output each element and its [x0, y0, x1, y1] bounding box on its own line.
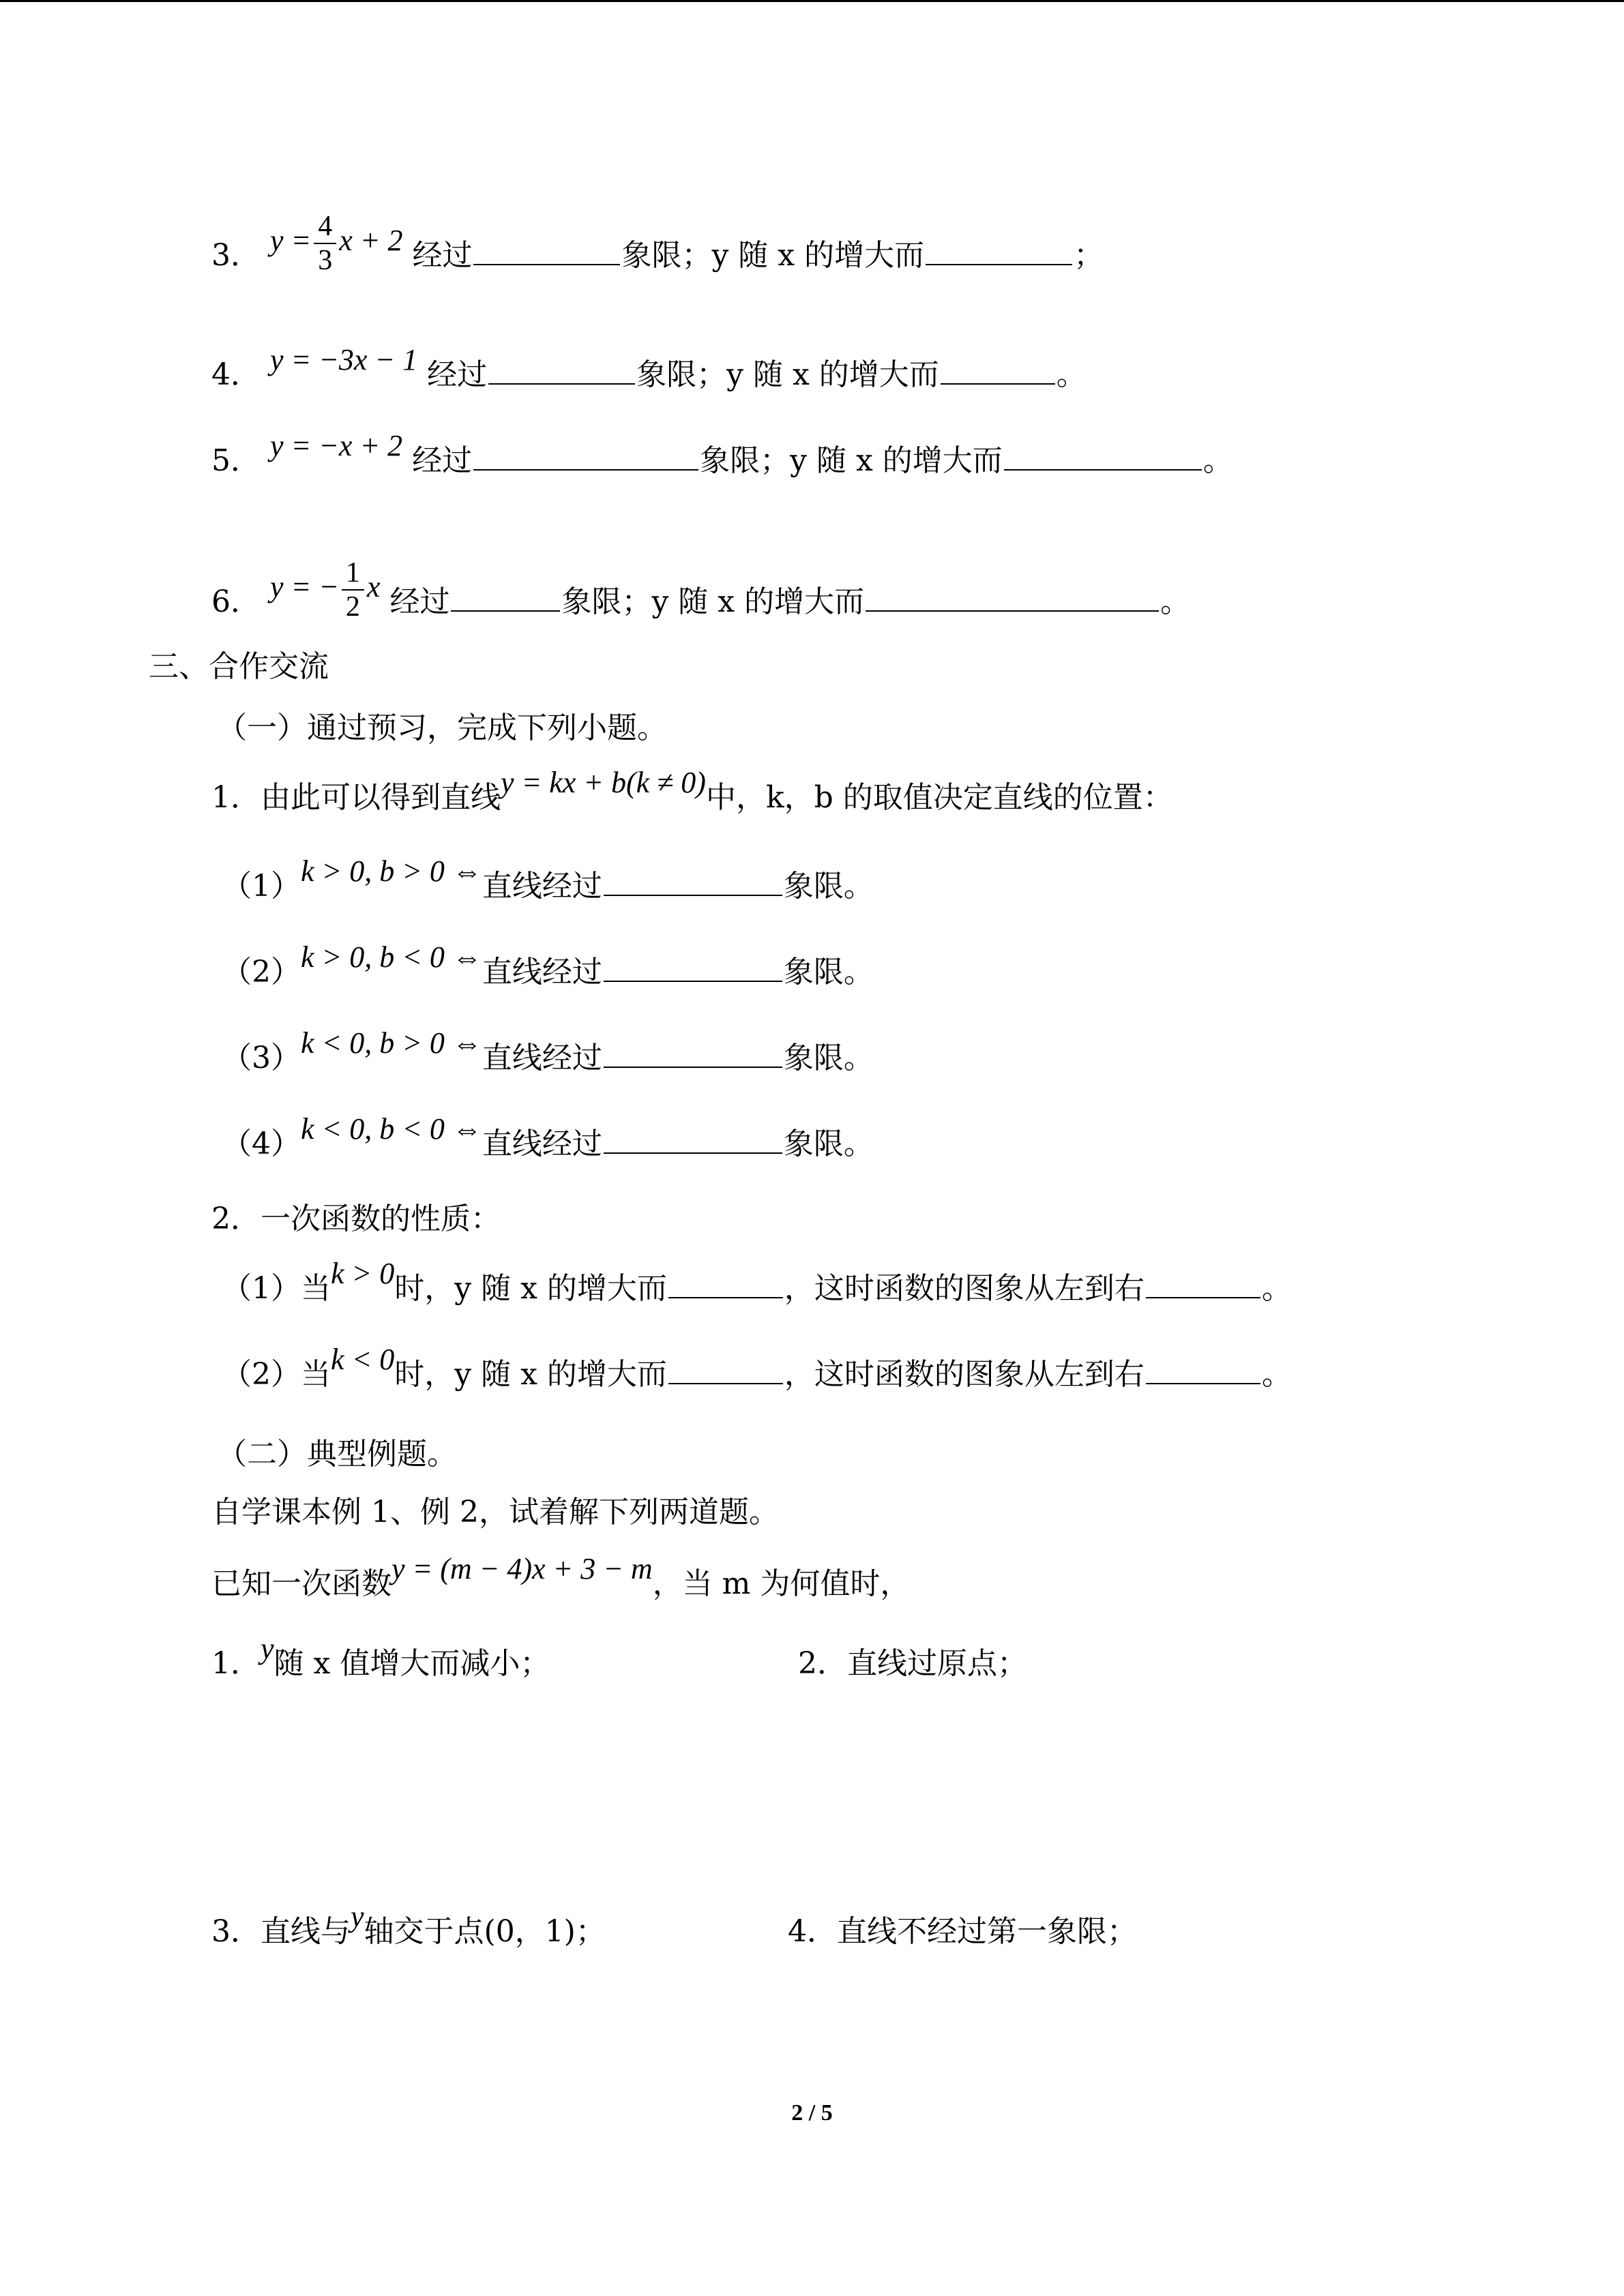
prop-1-lead: （1）当	[222, 1271, 331, 1306]
item-1	[211, 766, 1173, 817]
question-4	[211, 343, 1087, 394]
case-4	[222, 1112, 874, 1163]
q4-end: 。	[1056, 357, 1087, 392]
q5-blank-quadrant[interactable]	[473, 442, 698, 471]
q3-fraction	[314, 210, 336, 277]
q5-equation: y = −x + 2	[270, 429, 403, 462]
q6-equation	[270, 557, 381, 623]
case-2-condition: k > 0, b < 0 ⇔	[301, 940, 482, 974]
item1-tail: 中，k，b 的取值决定直线的位置：	[705, 780, 1173, 815]
q6-eq-lhs: y = −	[270, 570, 339, 604]
case-2-number: （2）	[222, 955, 301, 989]
case-3	[222, 1026, 874, 1077]
case-2-text1: 直线经过	[482, 955, 602, 989]
case-1-text1: 直线经过	[482, 869, 602, 904]
case-3-text1: 直线经过	[482, 1041, 602, 1075]
q6-frac-num: 1	[342, 556, 364, 591]
case-4-text2: 象限。	[783, 1127, 874, 1161]
prop-2-blank-trend[interactable]	[668, 1356, 783, 1384]
q6-blank-trend[interactable]	[866, 583, 1159, 612]
ex1-variable: y	[261, 1632, 274, 1665]
case-2	[222, 940, 874, 992]
ex3-lead: 3．直线与	[211, 1914, 351, 1949]
q6-text1: 经过	[389, 584, 450, 620]
exercise-2: 2．直线过原点；	[798, 1646, 1027, 1681]
prop-2-text2: ，这时函数的图象从左到右	[784, 1357, 1145, 1392]
exercise-4: 4．直线不经过第一象限；	[788, 1914, 1137, 1949]
q5-text1: 经过	[412, 443, 473, 478]
prop-1-text2: ，这时函数的图象从左到右	[784, 1271, 1145, 1306]
q5-blank-trend[interactable]	[1004, 442, 1202, 471]
q4-text1: 经过	[427, 357, 488, 392]
prop-1-blank-direction[interactable]	[1146, 1270, 1260, 1298]
case-4-text1: 直线经过	[482, 1127, 602, 1161]
case-2-blank[interactable]	[604, 953, 782, 982]
q4-equation: y = −3x − 1	[270, 343, 418, 376]
part-1-title: （一）通过预习，完成下列小题。	[217, 711, 667, 745]
q4-blank-quadrant[interactable]	[488, 356, 635, 385]
ex3-variable: y	[351, 1900, 364, 1933]
case-2-text2: 象限。	[783, 955, 874, 989]
q6-text2: 象限；y 随 x 的增大而	[561, 584, 865, 620]
prop-1-text1: 时，y 随 x 的增大而	[394, 1271, 667, 1306]
q6-fraction	[342, 556, 364, 623]
q3-equation	[270, 211, 403, 276]
prop-2-condition: k < 0	[331, 1343, 395, 1376]
case-4-condition: k < 0, b < 0 ⇔	[301, 1112, 482, 1146]
given-tail: ，当 m 为何值时，	[652, 1566, 911, 1601]
q3-number: 3．	[211, 238, 261, 273]
case-4-blank[interactable]	[604, 1125, 782, 1154]
prop-1-blank-trend[interactable]	[668, 1270, 783, 1298]
q4-text2: 象限；y 随 x 的增大而	[636, 357, 939, 392]
question-5	[211, 429, 1233, 480]
q5-text2: 象限；y 随 x 的增大而	[700, 443, 1003, 478]
prop-2-end: 。	[1261, 1357, 1292, 1392]
ex1-number: 1．	[211, 1646, 261, 1681]
case-1-number: （1）	[222, 869, 301, 904]
case-3-text2: 象限。	[783, 1041, 874, 1075]
exercise-3	[211, 1900, 606, 1951]
item1-equation: y = kx + b(k ≠ 0)	[501, 766, 706, 799]
ex1-text: 随 x 值增大而减小；	[274, 1646, 550, 1681]
given-equation: y = (m − 4)x + 3 − m	[392, 1552, 653, 1585]
case-1-text2: 象限。	[783, 869, 874, 904]
q4-number: 4．	[211, 357, 261, 392]
case-1	[222, 854, 874, 906]
question-3	[211, 211, 1104, 292]
top-border	[0, 0, 1624, 2]
q6-eq-rhs: x	[366, 570, 381, 604]
property-1	[222, 1257, 1292, 1308]
question-6	[211, 557, 1191, 638]
item1-lead: 1．由此可以得到直线	[211, 780, 501, 815]
q5-end: 。	[1202, 443, 1233, 478]
q6-frac-den: 2	[345, 591, 360, 623]
page-number: 2 / 5	[791, 2100, 833, 2126]
case-1-blank[interactable]	[604, 867, 782, 896]
self-study-instruction: 自学课本例 1、例 2，试着解下列两道题。	[211, 1495, 779, 1530]
case-3-condition: k < 0, b > 0 ⇔	[301, 1026, 482, 1060]
prop-1-condition: k > 0	[331, 1257, 395, 1290]
given-lead: 已知一次函数	[211, 1566, 392, 1601]
q3-text1: 经过	[412, 238, 473, 273]
property-2	[222, 1343, 1292, 1394]
q3-frac-den: 3	[318, 245, 333, 276]
q6-blank-quadrant[interactable]	[451, 583, 560, 612]
case-3-blank[interactable]	[604, 1039, 782, 1068]
q6-end: 。	[1160, 584, 1191, 620]
q3-blank-quadrant[interactable]	[473, 237, 620, 265]
ex3-text: 轴交于点(0，1)；	[364, 1914, 606, 1949]
case-1-condition: k > 0, b > 0 ⇔	[301, 854, 482, 888]
item-2-title: 2．一次函数的性质：	[211, 1202, 501, 1236]
q3-eq-rhs: x + 2	[339, 224, 403, 258]
case-4-number: （4）	[222, 1127, 301, 1161]
case-3-number: （3）	[222, 1041, 301, 1075]
q3-blank-trend[interactable]	[926, 237, 1072, 265]
q3-text2: 象限；y 随 x 的增大而	[621, 238, 925, 273]
prop-2-text1: 时，y 随 x 的增大而	[394, 1357, 667, 1392]
q5-number: 5．	[211, 443, 261, 478]
prop-1-end: 。	[1261, 1271, 1292, 1306]
exercise-1	[211, 1632, 550, 1683]
given-function	[211, 1552, 911, 1603]
q6-number: 6．	[211, 584, 261, 620]
prop-2-blank-direction[interactable]	[1146, 1356, 1260, 1384]
q3-eq-lhs: y =	[270, 224, 312, 258]
prop-2-lead: （2）当	[222, 1357, 331, 1392]
part-2-title: （二）典型例题。	[217, 1437, 457, 1472]
q4-blank-trend[interactable]	[941, 356, 1055, 385]
q3-end: ；	[1074, 238, 1104, 273]
q3-frac-num: 4	[314, 210, 336, 244]
section-3-title: 三、合作交流	[149, 649, 329, 684]
